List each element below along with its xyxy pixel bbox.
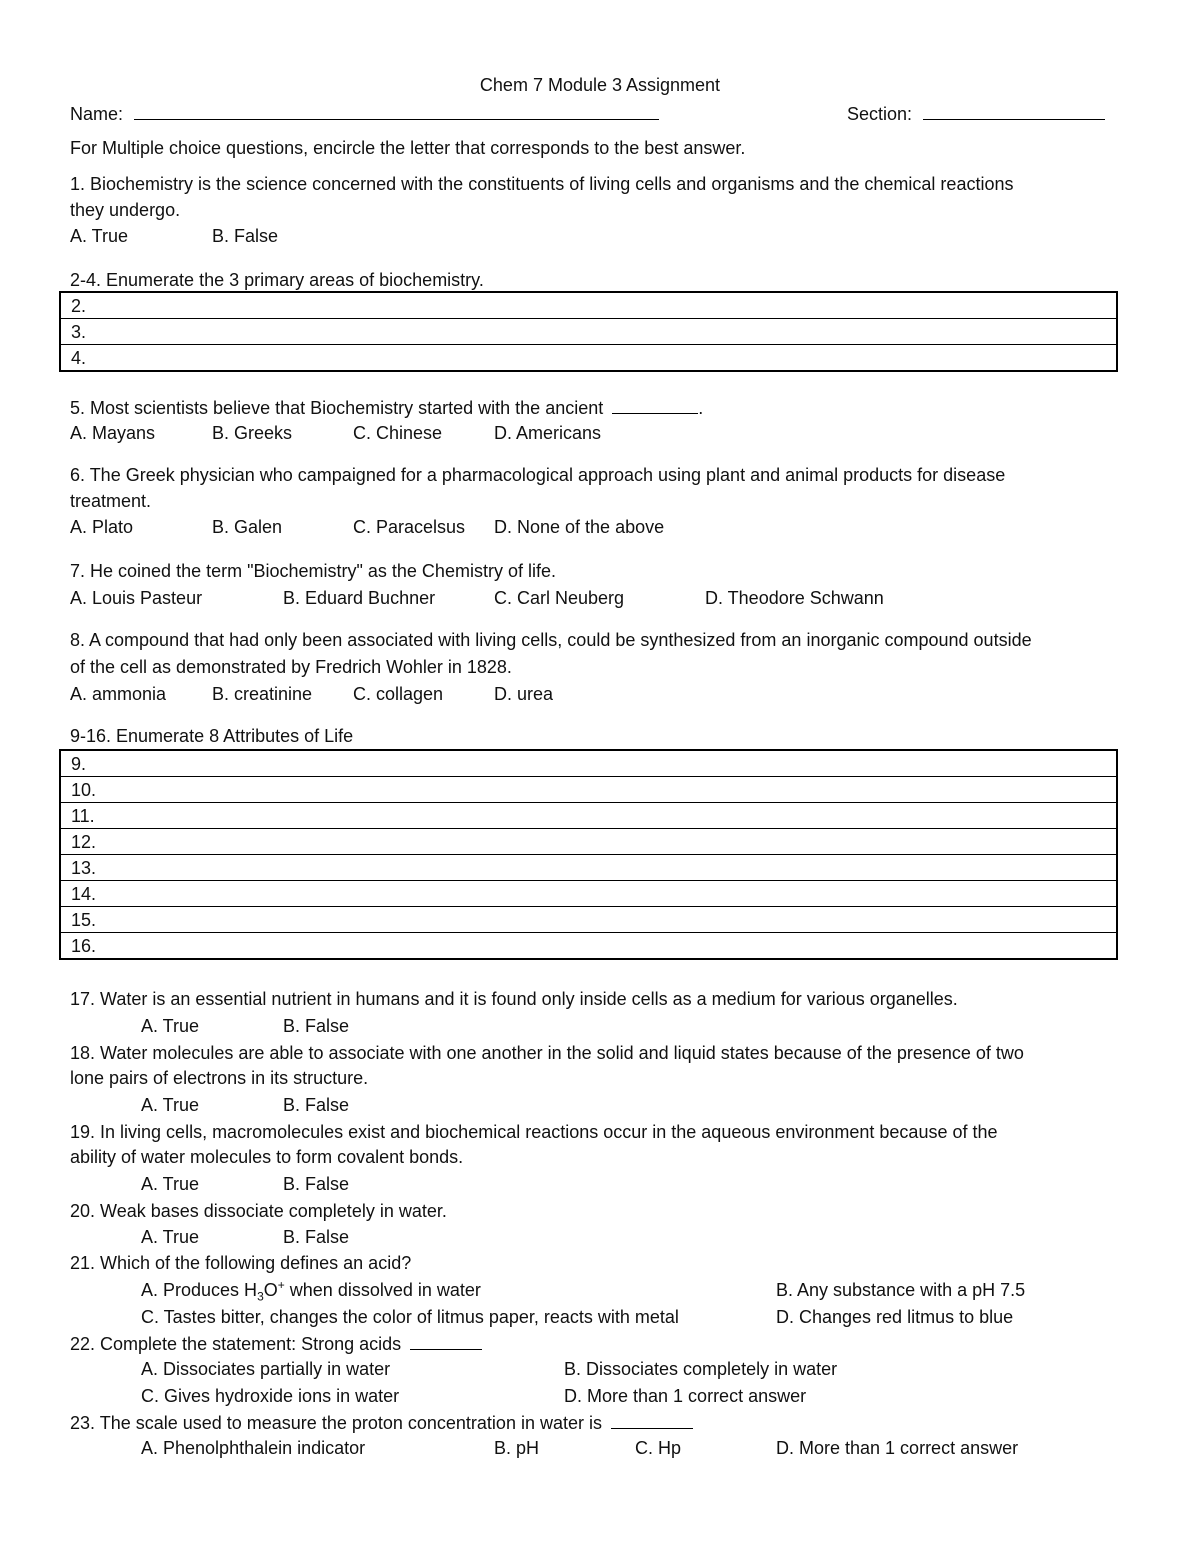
answer-row-label: 13. bbox=[60, 855, 1117, 881]
q1-option-b[interactable]: B. False bbox=[212, 226, 279, 246]
q5-period: . bbox=[698, 398, 704, 418]
q22-option-a[interactable]: A. Dissociates partially in water bbox=[141, 1359, 391, 1379]
q23-option-b[interactable]: B. pH bbox=[494, 1438, 540, 1458]
answer-row[interactable] bbox=[60, 855, 1117, 881]
answer-row[interactable] bbox=[60, 907, 1117, 933]
q19-text-line1: 19. In living cells, macromolecules exist and biochemical reactions occur in the aqueous environment because of the bbox=[70, 1122, 998, 1142]
q5-blank[interactable] bbox=[612, 395, 698, 414]
section-label: Section: bbox=[847, 104, 913, 124]
q8-text-line1: 8. A compound that had only been associated with living cells, could be synthesized from an inorganic compound outside bbox=[70, 630, 1032, 650]
q23-blank[interactable] bbox=[611, 1410, 693, 1429]
q22-option-b[interactable]: B. Dissociates completely in water bbox=[564, 1359, 838, 1379]
q20-option-b[interactable]: B. False bbox=[283, 1227, 350, 1247]
instruction-text: For Multiple choice questions, encircle the letter that corresponds to the best answer. bbox=[70, 138, 746, 158]
q21-text: 21. Which of the following defines an acid? bbox=[70, 1253, 412, 1273]
q5-text bbox=[70, 395, 703, 419]
q7-option-d[interactable]: D. Theodore Schwann bbox=[705, 588, 884, 608]
q6-option-c[interactable]: C. Paracelsus bbox=[353, 517, 466, 537]
q21-option-a-pre: A. Produces H bbox=[141, 1280, 258, 1300]
q21-option-d[interactable]: D. Changes red litmus to blue bbox=[776, 1307, 1014, 1327]
q2-4-answer-table bbox=[59, 291, 1118, 372]
q23-option-d[interactable]: D. More than 1 correct answer bbox=[776, 1438, 1019, 1458]
q22-text bbox=[70, 1331, 482, 1355]
name-blank[interactable] bbox=[134, 101, 659, 120]
answer-row[interactable] bbox=[60, 750, 1117, 777]
answer-row-label: 14. bbox=[60, 881, 1117, 907]
q5-option-d[interactable]: D. Americans bbox=[494, 423, 602, 443]
q1-option-a[interactable]: A. True bbox=[70, 226, 129, 246]
q8-text-line2: of the cell as demonstrated by Fredrich Wohler in 1828. bbox=[70, 657, 512, 677]
q8-option-a[interactable]: A. ammonia bbox=[70, 684, 167, 704]
q21-option-a-mid: O bbox=[263, 1280, 278, 1300]
q19-text-line2: ability of water molecules to form covalent bonds. bbox=[70, 1147, 464, 1167]
q8-option-c[interactable]: C. collagen bbox=[353, 684, 444, 704]
q7-option-a[interactable]: A. Louis Pasteur bbox=[70, 588, 203, 608]
q23-option-a[interactable]: A. Phenolphthalein indicator bbox=[141, 1438, 366, 1458]
q18-option-a[interactable]: A. True bbox=[141, 1095, 200, 1115]
q22-option-c[interactable]: C. Gives hydroxide ions in water bbox=[141, 1386, 400, 1406]
q22-option-d[interactable]: D. More than 1 correct answer bbox=[564, 1386, 807, 1406]
q22-question: 22. Complete the statement: Strong acids bbox=[70, 1334, 402, 1354]
q6-option-b[interactable]: B. Galen bbox=[212, 517, 283, 537]
answer-row-label: 3. bbox=[60, 319, 1117, 345]
answer-row[interactable] bbox=[60, 319, 1117, 345]
q7-option-c[interactable]: C. Carl Neuberg bbox=[494, 588, 625, 608]
q5-option-a[interactable]: A. Mayans bbox=[70, 423, 156, 443]
q21-option-a-post: when dissolved in water bbox=[284, 1280, 481, 1300]
q6-option-a[interactable]: A. Plato bbox=[70, 517, 134, 537]
q6-option-d[interactable]: D. None of the above bbox=[494, 517, 665, 537]
section-field-row bbox=[847, 101, 1105, 125]
answer-row-label: 12. bbox=[60, 829, 1117, 855]
name-field-row bbox=[70, 101, 659, 125]
q1-text-line1: 1. Biochemistry is the science concerned with the constituents of living cells and organisms and the chemical reactions bbox=[70, 174, 1014, 194]
q17-option-b[interactable]: B. False bbox=[283, 1016, 350, 1036]
q23-text bbox=[70, 1410, 693, 1434]
q21-superscript: + bbox=[277, 1278, 285, 1292]
q6-text-line1: 6. The Greek physician who campaigned for a pharmacological approach using plant and animal products for disease bbox=[70, 465, 1006, 485]
q6-text-line2: treatment. bbox=[70, 491, 152, 511]
q5-question: 5. Most scientists believe that Biochemistry started with the ancient bbox=[70, 398, 604, 418]
q18-text-line2: lone pairs of electrons in its structure. bbox=[70, 1068, 369, 1088]
q19-option-b[interactable]: B. False bbox=[283, 1174, 350, 1194]
q21-option-b[interactable]: B. Any substance with a pH 7.5 bbox=[776, 1280, 1026, 1300]
q21-subscript: 3 bbox=[257, 1289, 264, 1304]
answer-row[interactable] bbox=[60, 803, 1117, 829]
answer-row-label: 4. bbox=[60, 345, 1117, 372]
q21-option-c[interactable]: C. Tastes bitter, changes the color of litmus paper, reacts with metal bbox=[141, 1307, 679, 1327]
answer-row[interactable] bbox=[60, 345, 1117, 372]
answer-row[interactable] bbox=[60, 777, 1117, 803]
answer-row-label: 15. bbox=[60, 907, 1117, 933]
q2-4-prompt: 2-4. Enumerate the 3 primary areas of biochemistry. bbox=[70, 270, 484, 290]
answer-row[interactable] bbox=[60, 933, 1117, 960]
q20-option-a[interactable]: A. True bbox=[141, 1227, 200, 1247]
answer-row[interactable] bbox=[60, 292, 1117, 319]
q23-question: 23. The scale used to measure the proton concentration in water is bbox=[70, 1413, 602, 1433]
answer-row-label: 11. bbox=[60, 803, 1117, 829]
q9-16-prompt: 9-16. Enumerate 8 Attributes of Life bbox=[70, 726, 354, 746]
q5-option-b[interactable]: B. Greeks bbox=[212, 423, 293, 443]
q20-text: 20. Weak bases dissociate completely in water. bbox=[70, 1201, 447, 1221]
q18-text-line1: 18. Water molecules are able to associate with one another in the solid and liquid states because of the presence of two bbox=[70, 1043, 1024, 1063]
answer-row-label: 9. bbox=[60, 750, 1117, 777]
name-label: Name: bbox=[70, 104, 124, 124]
q8-option-d[interactable]: D. urea bbox=[494, 684, 554, 704]
q22-blank[interactable] bbox=[410, 1331, 482, 1350]
answer-row[interactable] bbox=[60, 881, 1117, 907]
q17-option-a[interactable]: A. True bbox=[141, 1016, 200, 1036]
answer-row-label: 10. bbox=[60, 777, 1117, 803]
q1-text-line2: they undergo. bbox=[70, 200, 181, 220]
q18-option-b[interactable]: B. False bbox=[283, 1095, 350, 1115]
q23-option-c[interactable]: C. Hp bbox=[635, 1438, 682, 1458]
answer-row-label: 16. bbox=[60, 933, 1117, 960]
answer-row[interactable] bbox=[60, 829, 1117, 855]
q17-text: 17. Water is an essential nutrient in humans and it is found only inside cells as a medium for various organelles. bbox=[70, 989, 958, 1009]
section-blank[interactable] bbox=[923, 101, 1105, 120]
answer-row-label: 2. bbox=[60, 292, 1117, 319]
q7-option-b[interactable]: B. Eduard Buchner bbox=[283, 588, 436, 608]
q19-option-a[interactable]: A. True bbox=[141, 1174, 200, 1194]
q7-text: 7. He coined the term "Biochemistry" as the Chemistry of life. bbox=[70, 561, 556, 581]
q9-16-answer-table bbox=[59, 749, 1118, 960]
page-title: Chem 7 Module 3 Assignment bbox=[479, 75, 721, 95]
q5-option-c[interactable]: C. Chinese bbox=[353, 423, 443, 443]
q8-option-b[interactable]: B. creatinine bbox=[212, 684, 313, 704]
q21-option-a[interactable] bbox=[141, 1278, 481, 1304]
